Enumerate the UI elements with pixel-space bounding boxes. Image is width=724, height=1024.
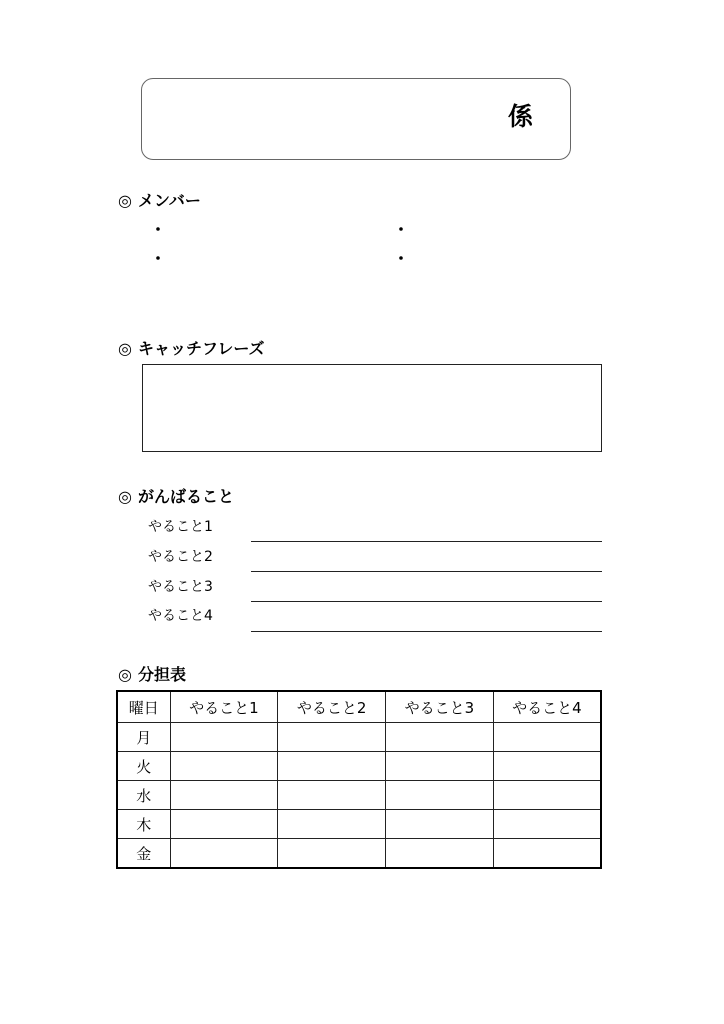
double-circle-icon: ◎ — [118, 339, 132, 358]
table-cell[interactable] — [386, 723, 494, 752]
table-cell[interactable] — [386, 839, 494, 869]
table-cell[interactable] — [278, 810, 386, 839]
table-row — [117, 723, 601, 752]
schedule-heading-text: 分担表 — [137, 665, 186, 684]
task-label-2: やること2 — [148, 549, 213, 565]
table-cell[interactable] — [170, 752, 278, 781]
table-cell[interactable] — [386, 810, 494, 839]
header-task-4: やること4 — [493, 691, 601, 723]
member-bullet-1: ・ — [150, 220, 167, 239]
table-cell[interactable] — [493, 839, 601, 869]
table-row — [117, 781, 601, 810]
table-cell[interactable] — [493, 752, 601, 781]
double-circle-icon: ◎ — [118, 191, 132, 210]
title-text: 係 — [508, 102, 534, 131]
day-cell: 水 — [117, 781, 170, 810]
table-cell[interactable] — [278, 752, 386, 781]
table-cell[interactable] — [493, 781, 601, 810]
members-heading-text: メンバー — [137, 191, 201, 210]
table-row — [117, 810, 601, 839]
table-cell[interactable] — [170, 723, 278, 752]
table-row — [117, 839, 601, 869]
catchphrase-heading-text: キャッチフレーズ — [137, 339, 265, 358]
table-cell[interactable] — [386, 781, 494, 810]
header-task-2: やること2 — [278, 691, 386, 723]
double-circle-icon: ◎ — [118, 665, 132, 684]
title-box — [141, 78, 571, 160]
goals-heading — [118, 489, 234, 505]
header-task-1: やること1 — [170, 691, 278, 723]
task-line-2[interactable] — [251, 571, 602, 572]
member-bullet-2: ・ — [393, 220, 410, 239]
catchphrase-box[interactable] — [142, 364, 602, 452]
day-cell: 月 — [117, 723, 170, 752]
member-bullet-3: ・ — [150, 249, 167, 268]
members-heading — [118, 193, 201, 209]
goals-heading-text: がんばること — [137, 487, 234, 506]
schedule-table — [116, 690, 602, 869]
task-line-4[interactable] — [251, 631, 602, 632]
day-cell: 木 — [117, 810, 170, 839]
table-cell[interactable] — [493, 723, 601, 752]
table-cell[interactable] — [278, 839, 386, 869]
schedule-heading — [118, 667, 186, 683]
table-cell[interactable] — [170, 810, 278, 839]
day-cell: 金 — [117, 839, 170, 869]
task-line-3[interactable] — [251, 601, 602, 602]
double-circle-icon: ◎ — [118, 487, 132, 506]
table-cell[interactable] — [170, 781, 278, 810]
catchphrase-heading — [118, 341, 265, 357]
task-label-1: やること1 — [148, 519, 213, 535]
task-line-1[interactable] — [251, 541, 602, 542]
task-label-4: やること4 — [148, 608, 213, 624]
table-cell[interactable] — [493, 810, 601, 839]
member-bullet-4: ・ — [393, 249, 410, 268]
table-cell[interactable] — [386, 752, 494, 781]
header-day: 曜日 — [117, 691, 170, 723]
table-cell[interactable] — [278, 781, 386, 810]
table-cell[interactable] — [278, 723, 386, 752]
day-cell: 火 — [117, 752, 170, 781]
task-label-3: やること3 — [148, 579, 213, 595]
table-cell[interactable] — [170, 839, 278, 869]
header-task-3: やること3 — [386, 691, 494, 723]
table-header-row — [117, 691, 601, 723]
table-row — [117, 752, 601, 781]
